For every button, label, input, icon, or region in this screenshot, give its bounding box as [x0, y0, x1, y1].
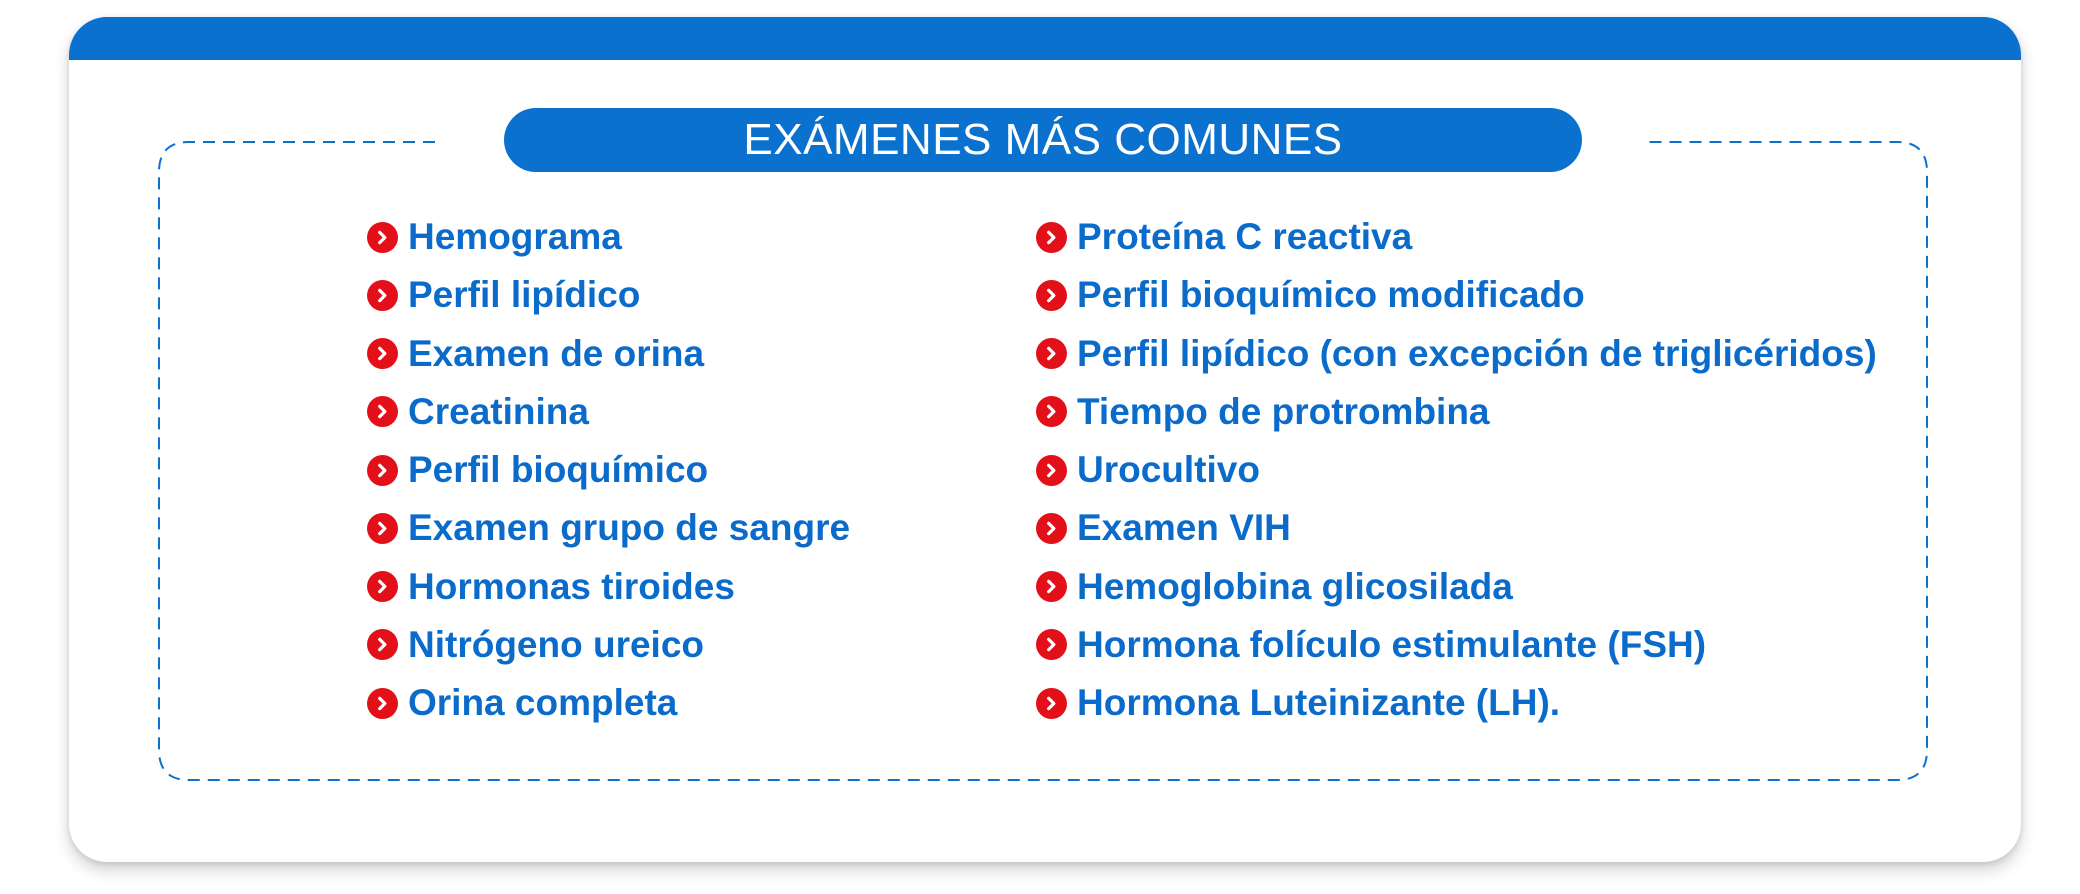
exam-name: Perfil lipídico (con excepción de triglicéridos): [1077, 332, 1877, 374]
exam-name: Perfil bioquímico: [408, 449, 709, 491]
exam-list-item: [1036, 383, 1877, 441]
exam-name: Urocultivo: [1077, 449, 1260, 491]
chevron-right-circle-icon: [367, 571, 398, 602]
exam-list-item: [367, 383, 850, 441]
exam-name: Hormona folículo estimulante (FSH): [1077, 623, 1707, 665]
chevron-right-circle-icon: [367, 629, 398, 660]
exam-name: Nitrógeno ureico: [408, 623, 705, 665]
exam-list-item: [1036, 674, 1877, 732]
chevron-right-circle-icon: [1036, 513, 1067, 544]
exam-list-item: [367, 674, 850, 732]
exam-list-item: [367, 616, 850, 674]
exam-name: Orina completa: [408, 682, 678, 724]
exam-name: Hemoglobina glicosilada: [1077, 565, 1513, 607]
chevron-right-circle-icon: [367, 280, 398, 311]
exam-list-item: [1036, 266, 1877, 324]
chevron-right-circle-icon: [1036, 396, 1067, 427]
chevron-right-circle-icon: [367, 396, 398, 427]
exam-list-item: [367, 266, 850, 324]
exam-name: Examen grupo de sangre: [408, 507, 851, 549]
exam-name: Examen de orina: [408, 332, 705, 374]
chevron-right-circle-icon: [1036, 629, 1067, 660]
exam-list-item: [367, 499, 850, 557]
exam-list-item: [367, 441, 850, 499]
chevron-right-circle-icon: [1036, 222, 1067, 253]
exam-name: Hormonas tiroides: [408, 565, 735, 607]
card-top-bar: [69, 17, 2021, 60]
exam-name: Tiempo de protrombina: [1077, 390, 1490, 432]
exam-name: Perfil bioquímico modificado: [1077, 274, 1585, 316]
exam-list-item: [1036, 208, 1877, 266]
exam-list-item: [367, 208, 850, 266]
chevron-right-circle-icon: [1036, 280, 1067, 311]
chevron-right-circle-icon: [1036, 338, 1067, 369]
section-title: EXÁMENES MÁS COMUNES: [504, 108, 1582, 172]
exam-list-right: [1036, 208, 1877, 732]
chevron-right-circle-icon: [1036, 688, 1067, 719]
chevron-right-circle-icon: [367, 338, 398, 369]
chevron-right-circle-icon: [367, 688, 398, 719]
exam-list-item: [1036, 499, 1877, 557]
chevron-right-circle-icon: [367, 222, 398, 253]
exam-list-item: [1036, 558, 1877, 616]
exam-name: Examen VIH: [1077, 507, 1291, 549]
exam-list-item: [1036, 616, 1877, 674]
exam-list-item: [367, 558, 850, 616]
chevron-right-circle-icon: [1036, 571, 1067, 602]
exam-list-item: [1036, 325, 1877, 383]
chevron-right-circle-icon: [1036, 455, 1067, 486]
exam-list-left: [367, 208, 850, 732]
exam-name: Creatinina: [408, 390, 589, 432]
exam-list-item: [1036, 441, 1877, 499]
exam-name: Hemograma: [408, 216, 622, 258]
exam-name: Hormona Luteinizante (LH).: [1077, 682, 1561, 724]
exam-list-item: [367, 325, 850, 383]
chevron-right-circle-icon: [367, 513, 398, 544]
chevron-right-circle-icon: [367, 455, 398, 486]
exam-name: Proteína C reactiva: [1077, 216, 1413, 258]
exam-name: Perfil lipídico: [408, 274, 641, 316]
